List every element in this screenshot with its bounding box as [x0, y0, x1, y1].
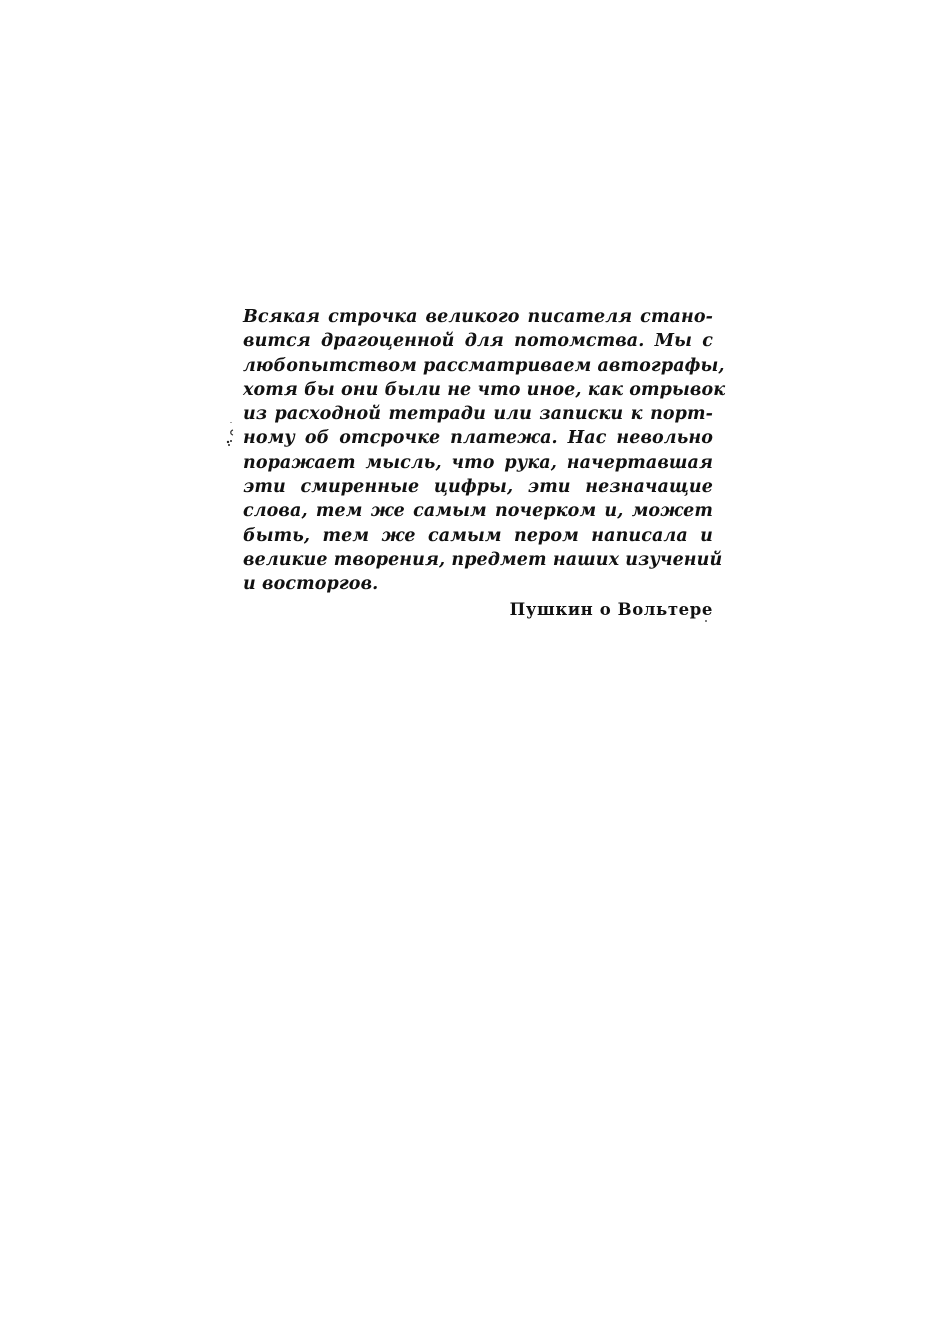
quote-line: вится драгоценной для потомства. Мы с: [243, 331, 713, 352]
quote-line: любопытством рассматриваем автографы,: [243, 355, 725, 376]
quote-line: и восторгов.: [243, 574, 379, 595]
print-speck: [705, 620, 707, 622]
quote-line: из расходной тетради или записки к порт-: [243, 404, 713, 425]
epigraph: [243, 305, 726, 619]
quote-line: ному об отсрочке платежа. Нас невольно: [243, 428, 713, 449]
quote-line: слова, тем же самым почерком и, может: [243, 501, 713, 522]
quote-line: эти смиренные цифры, эти незначащие: [243, 477, 713, 498]
quote-line: быть, тем же самым пером написала и: [243, 525, 713, 546]
quote-line: хотя бы они были не что иное, как отрывок: [243, 379, 726, 400]
quote-line: великие творения, предмет наших изучений: [243, 549, 723, 570]
quote-line: поражает мысль, что рука, начертавшая: [243, 452, 713, 473]
quote-line: Всякая строчка великого писателя стано-: [243, 307, 713, 327]
epigraph-quote: [243, 305, 726, 597]
epigraph-attribution: Пушкин о Вольтере: [509, 600, 713, 619]
margin-mark: [225, 420, 237, 450]
